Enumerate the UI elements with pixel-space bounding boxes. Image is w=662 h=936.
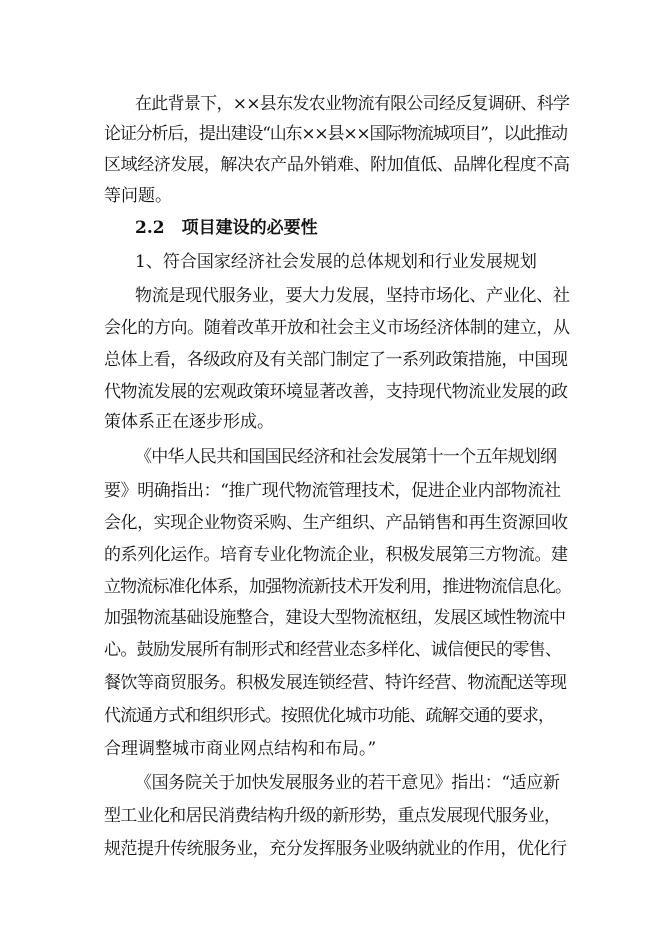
text-line: 论证分析后，提出建设“山东××县××国际物流城项目”，以此推动 [104,124,567,144]
section-number: 2.2 [135,218,165,238]
text-line: 《国务院关于加快发展服务业的若干意见》指出：“适应新 [135,773,560,793]
section-title: 项目建设的必要性 [181,218,318,238]
text-line: 区域经济发展，解决农产品外销难、附加值低、品牌化程度不高 [104,155,570,175]
text-line: 策体系正在逐步形成。 [104,412,274,432]
text-line: 合理调整城市商业网点结构和布局。” [104,739,377,759]
text-line: 会化的方向。随着改革开放和社会主义市场经济体制的建立，从 [104,318,570,338]
text-line: 在此背景下，××县东发农业物流有限公司经反复调研、科学 [135,94,570,114]
text-line: 立物流标准化体系，加强物流新技术开发利用，推进物流信息化。 [104,577,572,597]
text-line: 代流通方式和组织形式。按照优化城市功能、疏解交通的要求， [104,706,555,726]
text-line: 《中华人民共和国国民经济和社会发展第十一个五年规划纲 [135,447,557,467]
text-line: 加强物流基础设施整合，建设大型物流枢纽，发展区域性物流中 [104,608,566,628]
text-line: 等问题。 [104,186,172,206]
text-line: 的系列化运作。培育专业化物流企业，积极发展第三方物流。建 [104,545,568,565]
section-heading [135,218,318,238]
text-line: 物流是现代服务业，要大力发展，坚持市场化、产业化、社 [135,286,570,306]
text-line: 代物流发展的宏观政策环境显著改善，支持现代物流业发展的政 [104,382,568,402]
text-line: 会化，实现企业物资采购、生产组织、产品销售和再生资源回收 [104,513,568,533]
text-line: 总体上看，各级政府及有关部门制定了一系列政策措施，中国现 [104,350,568,370]
text-line: 餐饮等商贸服务。积极发展连锁经营、特许经营、物流配送等现 [104,673,567,693]
text-line: 型工业化和居民消费结构升级的新形势，重点发展现代服务业， [104,806,561,826]
text-line: 规范提升传统服务业，充分发挥服务业吸纳就业的作用，优化行 [104,839,567,859]
text-line: 要》明确指出：“推广现代物流管理技术，促进企业内部物流社 [104,481,561,501]
text-line: 心。鼓励发展所有制形式和经营业态多样化、诚信便民的零售、 [104,640,562,660]
subheading: 1、符合国家经济社会发展的总体规划和行业发展规划 [135,252,537,272]
